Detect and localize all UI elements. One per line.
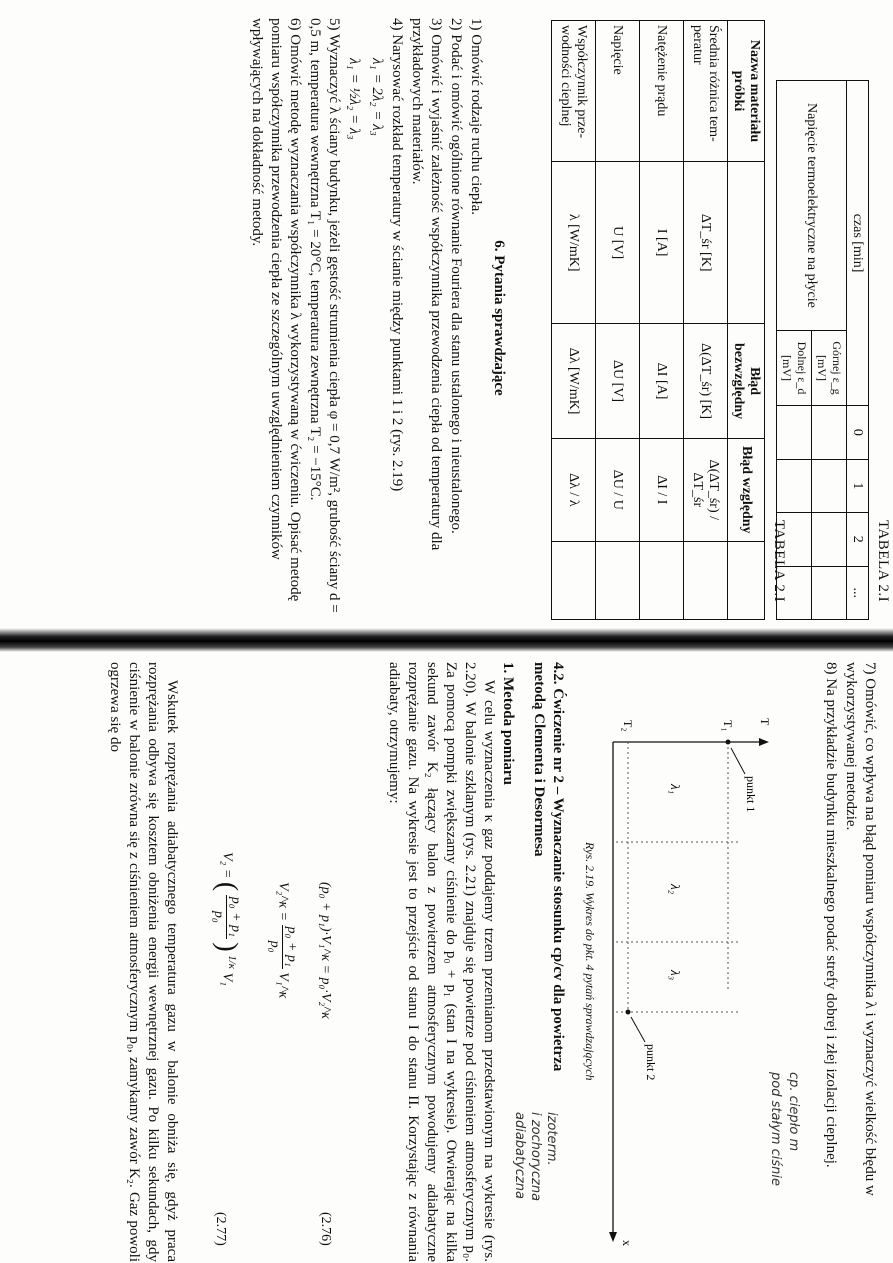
book-gutter-shadow <box>0 628 893 652</box>
t1-label: T₁ <box>721 720 735 732</box>
row-rel-conductivity: Δλ / λ <box>552 438 596 541</box>
equation-3-denominator: p₀ <box>211 910 226 923</box>
point-1-marker <box>726 740 731 745</box>
row-label-voltage: Napięcie <box>596 21 640 162</box>
row-sym-current: I [A] <box>640 161 684 323</box>
cell <box>552 541 596 619</box>
method-paragraph: W celu wyznaczenia κ gaz poddajemy trzem przemianom przedstawionym na wykresie (rys. 2.20). W balonie szklanym (rys. 2.21) znajduje się powietrze pod ciśnieniem atmosferycznym p₀. Za pomocą pompki zwiększamy ciśnienie do p₀ + p₁ (stan I na wykresie). Otwierając na kilka sekund zawór K₂ łączący balon z powietrzem atmosferycznym powodujemy adiabatyczne rozprężanie gazu. Na wykresie jest to przejście od stanu I do stanu II. Korzystając z równania adiabaty, otrzymujemy: <box>386 662 497 1262</box>
time-col-0: 0 <box>847 406 869 459</box>
equation-3-fraction <box>210 895 243 939</box>
row-abs-temp: Δ(ΔT_śr) [K] <box>684 324 728 438</box>
figure-caption: Rys. 2.19. Wykres do pkt. 4 pytań sprawdzających <box>583 842 597 1081</box>
row-abs-voltage: ΔU [V] <box>596 324 640 438</box>
upper-plate-label: Górnej ε_g [mV] <box>812 330 847 405</box>
handwritten-note-3: izoterm. <box>544 1112 559 1166</box>
questions-continued <box>820 662 879 1252</box>
x-axis-label: x <box>620 1240 634 1246</box>
time-col-1: 1 <box>847 459 869 512</box>
row-rel-voltage: ΔU / U <box>596 438 640 541</box>
equation-3 <box>210 852 243 986</box>
question-3: 3) Omówić i wyjaśnić zależność współczynnika przewodzenia ciepła od temperatury dla przykładowych materiałów. <box>409 18 444 551</box>
row-sym-voltage: U [V] <box>596 161 640 323</box>
cell <box>777 459 812 512</box>
equation-2-fraction <box>266 925 299 969</box>
equation-1: (p₀ + p₁)·V₁^κ = p₀·V₂^κ <box>318 882 333 1019</box>
time-col-3: ... <box>847 566 869 620</box>
cell <box>812 459 847 512</box>
lambda-3-label: λ₃ <box>668 970 683 981</box>
thermo-voltage-label: Napięcie termoelektryczne na płycie <box>777 81 847 331</box>
lambda-relation-2: λ₁ = ½λ₂ = λ₃ <box>346 58 362 140</box>
handwritten-note-1: cp. ciepło m <box>786 1072 801 1152</box>
question-6: 6) Omówić metodę wyznaczania współczynnika λ wykorzystywaną w ćwiczeniu. Opisać metodę pomiaru współczynnika przewodzenia ciepła ze szczególnym uwzględnieniem czynników wpływających na dokładność metody. <box>249 18 303 602</box>
equation-2-lhs: V₂^κ = <box>275 882 291 921</box>
cell <box>684 541 728 619</box>
final-paragraph: Wskutek rozprężania adiabatycznego temperatura gazu w balonie obniża się, gdyż praca rozprężania odbywa się kosztem obniżenia energii wewnętrznej gazu. Po kilku sekundach, gdy ciśnienie w balonie zrówna się z ciśnieniem atmosferycznym p₀, zamykamy zawór K₂. Gaz powoli ogrzewa się do <box>107 662 180 1262</box>
point-1-label: punkt 1 <box>744 776 758 813</box>
equation-2-tail: V₁^κ <box>275 972 291 999</box>
table-thermo-voltage <box>776 80 869 620</box>
equation-2-numerator: p₀ + p₁ <box>284 926 299 967</box>
equation-3-tail: V₁ <box>219 972 235 986</box>
method-title: 1. Metoda pomiaru <box>500 662 516 785</box>
cell <box>812 406 847 459</box>
cell <box>728 541 765 619</box>
question-7: 7) Omówić, co wpływa na błąd pomiaru współczynnika λ i wyznaczyć wielkość błędu w wykorzystywanej metodzie. <box>843 662 878 1196</box>
lambda-relation-1: λ₁ = 2λ₂ = λ₃ <box>369 58 385 136</box>
header-abs-error: Błąd bezwzględny <box>728 324 765 438</box>
row-rel-current: ΔI / I <box>640 438 684 541</box>
handwritten-note-5: adiabatyczna <box>512 1112 527 1199</box>
header-rel-error: Błąd względny <box>728 438 765 541</box>
table-errors <box>551 20 765 620</box>
time-col-2: 2 <box>847 513 869 566</box>
paren-open-icon: ( <box>211 881 243 892</box>
lambda-1-label: λ₁ <box>668 784 683 795</box>
cell <box>812 566 847 620</box>
point-2-label: punkt 2 <box>644 1044 658 1081</box>
row-time-label: czas [min] <box>847 81 869 406</box>
question-2: 2) Podać i omówić ogólnione równanie Fouriera dla stanu ustalonego i nieustalonego. <box>448 18 464 534</box>
row-rel-temp: Δ(ΔT_śr) / ΔT_śr <box>684 438 728 541</box>
row-label-conductivity: Współczynnik prze-wodności cieplnej <box>552 21 596 162</box>
t-axis-label: T <box>758 718 772 726</box>
row-sym-conductivity: λ [W/mK] <box>552 161 596 323</box>
paren-close-icon: ) <box>211 942 243 952</box>
row-abs-current: ΔI [A] <box>640 324 684 438</box>
cell <box>596 541 640 619</box>
t2-label: T₂ <box>621 720 635 732</box>
table-1-caption: TABELA 2.I <box>875 520 891 603</box>
equation-3-exponent: 1/κ <box>225 955 238 970</box>
handwritten-note-2: pod stałym ciśnie <box>768 1072 783 1187</box>
cell <box>640 541 684 619</box>
questions-title: 6. Pytania sprawdzające <box>491 240 507 396</box>
cell <box>777 406 812 459</box>
lower-plate-label: Dolnej ε_d [mV] <box>777 330 812 405</box>
point-2-leader <box>631 1017 645 1042</box>
lambda-2-label: λ₂ <box>668 884 683 895</box>
table-2-caption: TABELA 2.I <box>771 520 787 603</box>
question-1: 1) Omówić rodzaje ruchu ciepła. <box>468 18 484 215</box>
equation-1-number: (2.76) <box>318 1212 333 1246</box>
question-4: 4) Narysować rozkład temperatury w ścianie między punktami 1 i 2 (rys. 2.19) <box>389 18 405 492</box>
question-8: 8) Na przykładzie budynku mieszkalnego podać strefy dobrej i złej izolacji cieplnej. <box>823 662 839 1168</box>
left-page <box>0 0 893 628</box>
row-label-current: Natężenie prądu <box>640 21 684 162</box>
header-material: Nazwa materiału próbki <box>728 21 765 162</box>
equation-2-denominator: p₀ <box>267 940 282 953</box>
equation-3-number: (2.77) <box>213 1212 228 1246</box>
cell <box>812 513 847 566</box>
point-1-leader <box>731 748 745 774</box>
temperature-figure <box>603 712 773 1252</box>
question-5: 5) Wyznaczyć λ ściany budynku, jeżeli gęstość strumienia ciepła φ = 0,7 W/m², grubość ściany d = 0,5 m, temperatura wewnętrzna T₁ = 20°C, temperatura zewnętrzna T₂ = −15°C. <box>307 18 342 613</box>
equation-2 <box>266 882 299 998</box>
row-label-temp: Średnia różnica tem-peratur <box>684 21 728 162</box>
equation-3-numerator: p₀ + p₁ <box>228 896 243 937</box>
row-abs-conductivity: Δλ [W/mK] <box>552 324 596 438</box>
questions-section <box>246 18 508 618</box>
x-axis-arrow-icon <box>609 1232 617 1242</box>
handwritten-note-4: i zochoryczna <box>528 1112 543 1202</box>
header-blank <box>728 161 765 323</box>
exercise-title: 4.2. Ćwiczenie nr 2 – Wyznaczanie stosunku cp/cv dla powietrza metodą Clementa i Desormesa <box>531 662 566 1072</box>
right-page <box>0 652 893 1263</box>
t-axis-arrow-icon <box>759 738 769 746</box>
point-2-marker <box>626 1010 631 1015</box>
equation-3-lhs: V₂ = <box>219 852 235 879</box>
row-sym-temp: ΔT_śr [K] <box>684 161 728 323</box>
method-section <box>384 662 517 1262</box>
